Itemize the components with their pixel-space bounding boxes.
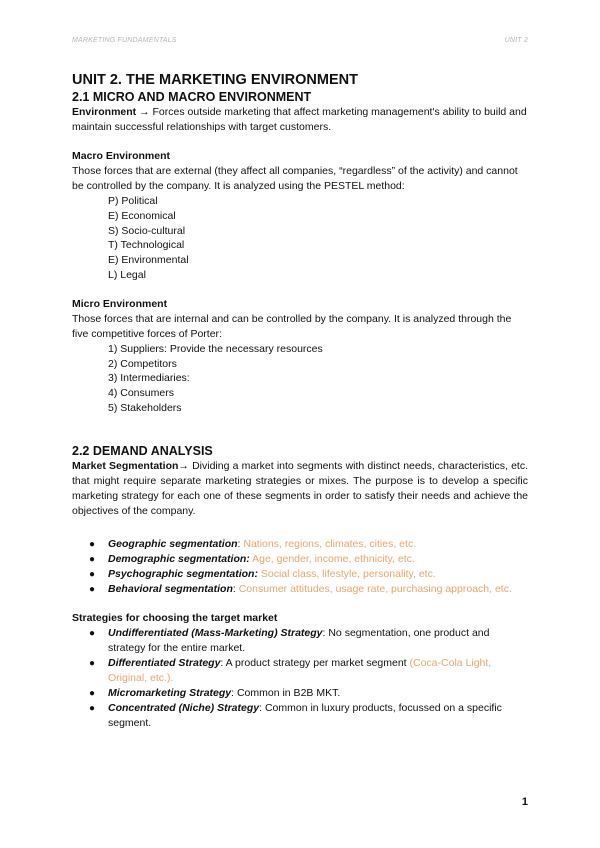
list-item: ● Micromarketing Strategy: Common in B2B MKT. — [89, 686, 341, 699]
micro-text: Those forces that are internal and can be controlled by the company. It is analyzed through the five competitive forces of Porter: — [72, 312, 512, 340]
list-item: ● Demographic segmentation: Age, gender, income, ethnicity, etc. — [89, 552, 415, 565]
environment-definition — [72, 105, 528, 135]
section-title-2-2: 2.2 DEMAND ANALYSIS — [72, 443, 213, 458]
bullet-icon: ● — [89, 657, 96, 669]
macro-heading: Macro Environment — [72, 150, 171, 162]
list-item: ● Differentiated Strategy: A product strategy per market segment (Coca-Cola Light, Original, etc.). — [89, 656, 492, 684]
list-item: P) Political — [108, 195, 158, 207]
list-item: ● Geographic segmentation: Nations, regions, climates, cities, etc. — [89, 537, 417, 550]
macro-text: Those forces that are external (they affect all companies, “regardless” of the activity) and cannot be controlled by the company. It is analyzed using the PESTEL method: — [72, 165, 518, 192]
section-title-2-1: 2.1 MICRO AND MACRO ENVIRONMENT — [72, 90, 312, 104]
bullet-icon: ● — [89, 702, 96, 714]
list-item: 4) Consumers — [108, 387, 174, 400]
list-item: 3) Intermediaries: — [108, 372, 190, 385]
list-item: ● Psychographic segmentation: Social class, lifestyle, personality, etc. — [89, 567, 436, 580]
list-item: T) Technological — [108, 239, 185, 252]
running-header-right: UNIT 2 — [504, 37, 528, 44]
list-item: E) Environmental — [108, 254, 189, 267]
list-item: 1) Suppliers: Provide the necessary resources — [108, 342, 323, 355]
micro-heading: Micro Environment — [72, 297, 168, 310]
list-item: ● Undifferentiated (Mass-Marketing) Strategy: No segmentation, one product and strategy for the entire market. — [89, 626, 490, 654]
bullet-icon: ● — [89, 568, 96, 580]
environment-text: → Forces outside marketing that affect marketing management's ability to build and maintain successful relationships with target customers. — [72, 106, 527, 133]
list-item: S) Socio-cultural — [108, 224, 186, 237]
page-content — [72, 72, 528, 731]
list-item: E) Economical — [108, 209, 176, 222]
bullet-icon: ● — [89, 583, 96, 595]
list-item: ● Concentrated (Niche) Strategy: Common in luxury products, focussed on a specific segment. — [89, 701, 502, 729]
segmentation-list — [72, 537, 528, 597]
running-header-left: MARKETING FUNDAMENTALS — [72, 37, 177, 44]
segmentation-definition — [72, 459, 528, 519]
segmentation-term: Market Segmentation→ — [72, 459, 189, 472]
page-number: 1 — [521, 796, 528, 808]
bullet-icon: ● — [89, 538, 96, 550]
unit-title: UNIT 2. THE MARKETING ENVIRONMENT — [72, 72, 358, 88]
list-item: ● Behavioral segmentation: Consumer attitudes, usage rate, purchasing approach, etc. — [89, 582, 512, 595]
bullet-icon: ● — [89, 553, 96, 565]
list-item: L) Legal — [108, 268, 146, 281]
porter-list — [72, 342, 528, 416]
environment-term: Environment — [72, 106, 137, 118]
bullet-icon: ● — [89, 627, 96, 639]
strategies-list — [72, 626, 528, 731]
list-item: 5) Stakeholders — [108, 401, 182, 414]
pestel-list — [72, 194, 528, 283]
bullet-icon: ● — [89, 687, 96, 699]
list-item: 2) Competitors — [108, 357, 177, 370]
strategies-heading: Strategies for choosing the target market — [72, 611, 278, 624]
segmentation-text: Dividing a market into segments with distinct needs, characteristics, etc. that might require separate marketing strategies or mixes. The purpose is to develop a specific marketing strategy for each one of these segments in order to satisfy their needs and achieve the objectives of the company. — [72, 459, 528, 517]
